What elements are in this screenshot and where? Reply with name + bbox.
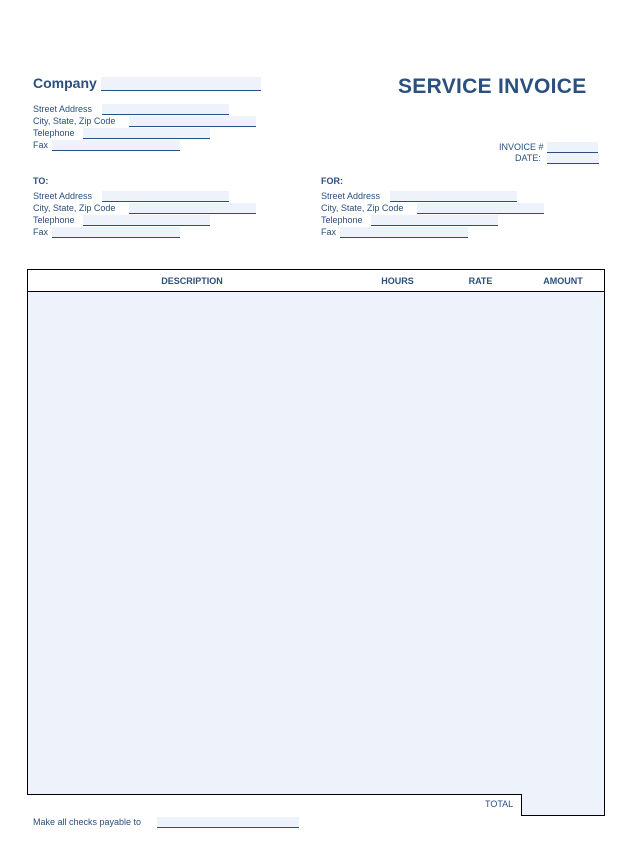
rate-cells[interactable] [439, 292, 522, 794]
hours-cells[interactable] [356, 292, 439, 794]
amount-header: AMOUNT [522, 270, 604, 292]
sender-fax-label: Fax [33, 140, 49, 150]
to-fax-field[interactable] [52, 227, 180, 238]
sender-fax-row [33, 139, 233, 151]
sender-telephone-row [33, 127, 233, 139]
for-fax-row [321, 226, 521, 238]
for-street-label: Street Address [321, 191, 381, 201]
to-street-label: Street Address [33, 191, 93, 201]
total-amount-field[interactable] [521, 794, 605, 816]
for-city-field[interactable] [417, 203, 544, 214]
invoice-date-label: DATE: [515, 153, 541, 163]
checks-payable-label: Make all checks payable to [33, 817, 142, 827]
for-city-label: City, State, Zip Code [321, 203, 404, 213]
for-fax-label: Fax [321, 227, 337, 237]
description-column [28, 270, 357, 794]
invoice-number-label: INVOICE # [499, 142, 544, 152]
to-city-field[interactable] [129, 203, 256, 214]
for-telephone-field[interactable] [371, 215, 498, 226]
to-fax-row [33, 226, 233, 238]
to-city-row [33, 202, 263, 214]
for-fax-field[interactable] [340, 227, 468, 238]
to-street-row [33, 190, 233, 202]
for-telephone-row [321, 214, 521, 226]
checks-payable-field[interactable] [157, 817, 299, 828]
for-street-field[interactable] [390, 191, 517, 202]
to-city-label: City, State, Zip Code [33, 203, 116, 213]
sender-city-row [33, 115, 263, 127]
for-telephone-label: Telephone [321, 215, 363, 225]
line-items-table [27, 269, 605, 795]
sender-fax-field[interactable] [52, 140, 180, 151]
to-heading: TO: [33, 176, 49, 186]
description-cells[interactable] [28, 292, 356, 794]
amount-cells[interactable] [522, 292, 604, 794]
to-street-field[interactable] [102, 191, 229, 202]
to-telephone-field[interactable] [83, 215, 210, 226]
sender-telephone-field[interactable] [83, 128, 210, 139]
rate-header: RATE [439, 270, 522, 292]
hours-header: HOURS [356, 270, 439, 292]
to-telephone-row [33, 214, 233, 226]
company-name-field[interactable] [101, 77, 261, 91]
to-telephone-label: Telephone [33, 215, 75, 225]
sender-street-field[interactable] [102, 104, 229, 115]
page-title: SERVICE INVOICE [398, 75, 587, 98]
checks-payable-row [33, 816, 303, 828]
total-label: TOTAL [485, 799, 514, 809]
amount-column [522, 270, 604, 794]
to-fax-label: Fax [33, 227, 49, 237]
sender-city-field[interactable] [129, 116, 256, 127]
rate-column [439, 270, 523, 794]
hours-column [356, 270, 440, 794]
invoice-date-field[interactable] [547, 153, 599, 164]
for-heading: FOR: [321, 176, 343, 186]
sender-street-label: Street Address [33, 104, 93, 114]
invoice-date-row [515, 152, 599, 164]
sender-telephone-label: Telephone [33, 128, 75, 138]
for-street-row [321, 190, 521, 202]
sender-street-row [33, 103, 233, 115]
sender-city-label: City, State, Zip Code [33, 116, 116, 126]
description-header: DESCRIPTION [28, 270, 356, 292]
for-city-row [321, 202, 551, 214]
company-label: Company [33, 75, 97, 91]
